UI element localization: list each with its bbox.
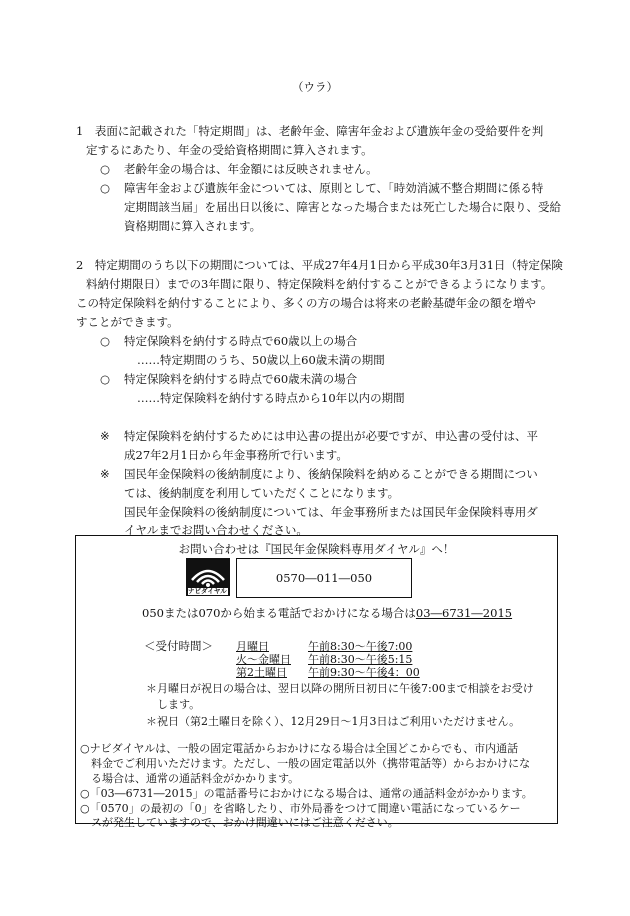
phone-number: 0570―011―050 — [236, 558, 412, 598]
bullet-text: 特定保険料を納付する時点で60歳未満の場合 — [124, 372, 358, 386]
bullet-text: 定期間該当届」を届出日以後に、障害となった場合または死亡した場合に限り、受給 — [124, 200, 561, 214]
note-mark: ※ — [100, 429, 110, 443]
footer-note: る場合は、通常の通話料金がかかります。 — [80, 772, 300, 785]
note-text: 成27年2月1日から年金事務所で行います。 — [124, 448, 348, 462]
schedule-row — [236, 666, 420, 679]
schedule-note: ＊祝日（第2土曜日を除く）、12月29日～1月3日はご利用いただけません。 — [146, 715, 521, 728]
section1-line1: 1 表面に記載された「特定期間」は、老齢年金、障害年金および遺族年金の受給要件を判 — [76, 124, 544, 138]
footer-note: スが発生していますので、おかけ間違いにはご注意ください。 — [80, 816, 399, 829]
alt-phone-prefix: 050または070から始まる電話でおかけになる場合は — [142, 606, 416, 620]
footer-note: ○ナビダイヤルは、一般の固定電話からおかけになる場合は全国どこからでも、市内通話 — [80, 742, 519, 755]
schedule-table — [236, 640, 420, 679]
bullet-mark: ○ — [100, 334, 111, 348]
contact-box — [75, 535, 558, 829]
bullet-mark: ○ — [100, 162, 111, 176]
schedule-note: します。 — [146, 698, 201, 711]
bullet-subtext: ……特定保険料を納付する時点から10年以内の期間 — [137, 391, 405, 405]
section2-line: この特定保険料を納付することにより、多くの方の場合は将来の老齢基礎年金の額を増や — [76, 296, 536, 310]
bullet-mark: ○ — [100, 181, 111, 195]
alt-phone-number: 03―6731―2015 — [415, 606, 513, 620]
note-text: 国民年金保険料の後納制度により、後納保険料を納めることができる期間につい — [124, 467, 538, 481]
alt-phone-line — [142, 604, 512, 624]
schedule-row — [236, 640, 420, 653]
schedule-time: 午前8:30～午後7:00 — [308, 640, 413, 653]
schedule-day: 火～金曜日 — [236, 653, 291, 666]
logo-text: ナビダイヤル — [188, 587, 227, 595]
section2-line: 2 特定期間のうち以下の期間については、平成27年4月1日から平成30年3月31日（特定保険 — [76, 258, 563, 272]
schedule-time: 午前9:30～午後4：00 — [308, 666, 420, 679]
page-title: （ウラ） — [292, 80, 338, 94]
contact-box-title: お問い合わせは『国民年金保険料専用ダイヤル』へ！ — [178, 542, 455, 556]
section2-line: すことができます。 — [76, 315, 179, 329]
navi-dial-logo — [186, 558, 230, 596]
note-text: 国民年金保険料の後納制度については、年金事務所または国民年金保険料専用ダ — [124, 505, 538, 519]
footer-note: 料金でご利用いただけます。ただし、一般の固定電話以外（携帯電話等）からおかけにな — [80, 757, 531, 770]
hours-label: ＜受付時間＞ — [144, 639, 213, 653]
bullet-subtext: ……特定期間のうち、50歳以上60歳未満の期間 — [137, 353, 385, 367]
bullet-text: 資格期間に算入されます。 — [124, 219, 262, 233]
section2-line: 料納付期限日）までの3年間に限り、特定保険料を納付することができるようになります。 — [86, 277, 553, 291]
note-text: 特定保険料を納付するためには申込書の提出が必要ですが、申込書の受付は、平 — [124, 429, 538, 443]
section1-line2: 定するにあたり、年金の受給資格期間に算入されます。 — [86, 143, 373, 157]
note-text: イヤルまでお問い合わせください。 — [124, 523, 308, 537]
schedule-note: ＊月曜日が祝日の場合は、翌日以降の開所日初日に午後7:00まで相談をお受け — [146, 682, 534, 695]
schedule-day: 第2土曜日 — [236, 666, 287, 679]
bullet-text: 障害年金および遺族年金については、原則として、「時効消滅不整合期間に係る特 — [124, 181, 544, 195]
note-text: ては、後納制度を利用していただくことになります。 — [124, 486, 400, 500]
bullet-mark: ○ — [100, 372, 111, 386]
note-mark: ※ — [100, 467, 110, 481]
footer-note: ○「0570」の最初の「0」を省略したり、市外局番をつけて間違い電話になっているケー — [80, 802, 521, 815]
footer-note: ○「03―6731―2015」の電話番号におかけになる場合は、通常の通話料金がかかります。 — [80, 787, 533, 800]
bullet-text: 特定保険料を納付する時点で60歳以上の場合 — [124, 334, 358, 348]
schedule-row — [236, 653, 420, 666]
bullet-text: 老齢年金の場合は、年金額には反映されません。 — [124, 162, 378, 176]
schedule-day: 月曜日 — [236, 640, 269, 653]
schedule-time: 午前8:30～午後5:15 — [308, 653, 413, 666]
